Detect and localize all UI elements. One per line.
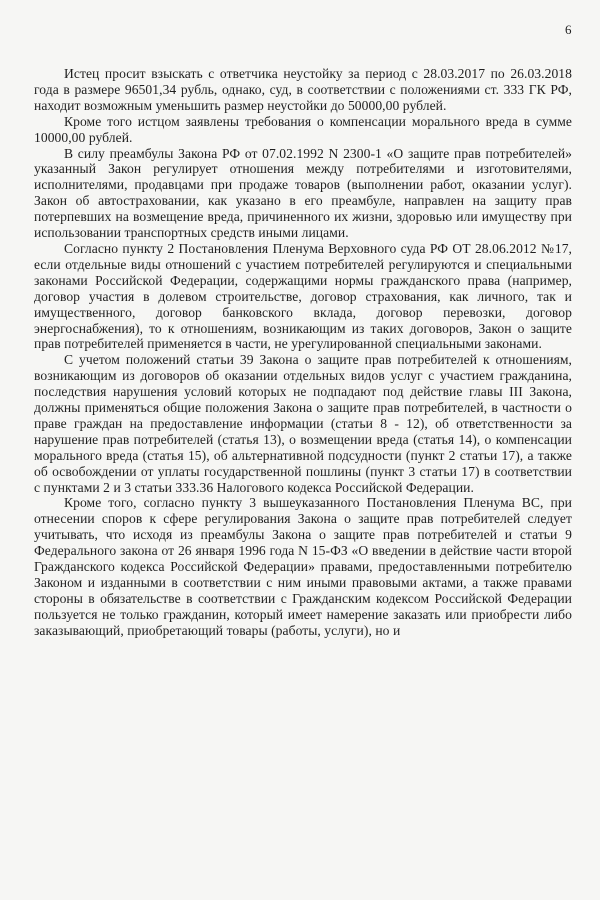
paragraph-law-preamble: В силу преамбулы Закона РФ от 07.02.1992 N 2300-1 «О защите прав потребителей» указанный Закон регулирует отношения между потребителями и изготовителями, исполнителями, продавцами при продаже товаров (выполнении работ, оказании услуг). Закон об автостраховании, как указано в его преамбуле, направлен на защиту прав потерпевших на возмещение вреда, причиненного их жизни, здоровью или имуществу при использовании транспортных средств иными лицами. bbox=[34, 145, 572, 241]
paragraph-penalty: Истец просит взыскать с ответчика неустойку за период с 28.03.2017 по 26.03.2018 года в размере 96501,34 рубль, однако, суд, в соответствии с положениями ст. 333 ГК РФ, находит возможным уменьшить размер неустойки до 50000,00 рублей. bbox=[34, 66, 572, 113]
document-body bbox=[34, 66, 572, 639]
paragraph-article-39: С учетом положений статьи 39 Закона о защите прав потребителей к отношениям, возникающим из договоров об оказании отдельных видов услуг с участием гражданина, последствия нарушения условий которых не подпадают под действие главы III Закона, должны применяться общие положения Закона о защите прав потребителей, в частности о праве граждан на предоставление информации (статьи 8 - 12), об ответственности за нарушение прав потребителей (статья 13), о возмещении вреда (статья 14), о компенсации морального вреда (статья 15), об альтернативной подсудности (пункт 2 статьи 17), а также об освобождении от уплаты государственной пошлины (пункт 3 статьи 17) в соответствии с пунктами 2 и 3 статьи 333.36 Налогового кодекса Российской Федерации. bbox=[34, 352, 572, 495]
paragraph-plenum-point-2: Согласно пункту 2 Постановления Пленума Верховного суда РФ ОТ 28.06.2012 №17, если отдельные виды отношений с участием потребителей регулируются и специальными законами Российской Федерации, содержащими нормы гражданского права (например, договор участия в долевом строительстве, договор страхования, как личного, так и имущественного, договор банковского вклада, договор перевозки, договор энергоснабжения), то к отношениям, возникающим из таких договоров, Закон о защите прав потребителей применяется в части, не урегулированной специальными законами. bbox=[34, 240, 572, 352]
paragraph-moral-damage-claim: Кроме того истцом заявлены требования о компенсации морального вреда в сумме 10000,00 рублей. bbox=[34, 113, 572, 145]
paragraph-plenum-point-3: Кроме того, согласно пункту 3 вышеуказанного Постановления Пленума ВС, при отнесении споров к сфере регулирования Закона о защите прав потребителей следует учитывать, что исходя из преамбулы Закона о защите прав потребителей и статьи 9 Федерального закона от 26 января 1996 года N 15-ФЗ «О введении в действие части второй Гражданского кодекса Российской Федерации» правами, предоставленными потребителю Законом и изданными в соответствии с ним иными правовыми актами, а также правами стороны в обязательстве в соответствии с Гражданским кодексом Российской Федерации пользуется не только гражданин, который имеет намерение заказать или приобрести либо заказывающий, приобретающий товары (работы, услуги), но и bbox=[34, 495, 572, 638]
page-number: 6 bbox=[565, 22, 572, 37]
